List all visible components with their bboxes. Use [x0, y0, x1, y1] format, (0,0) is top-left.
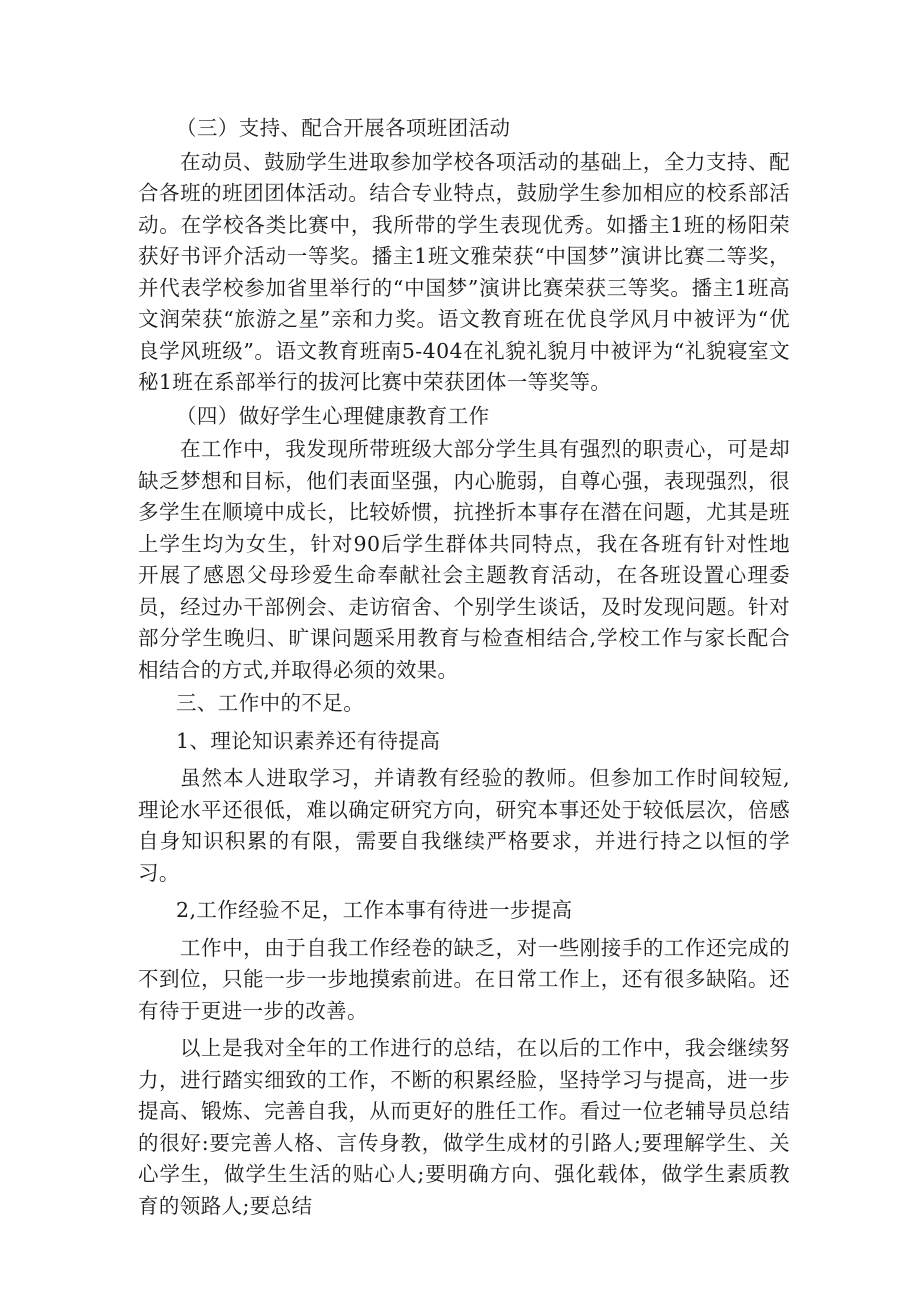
section-heading-shortcomings: 三、工作中的不足。 [176, 691, 365, 715]
paragraph-theory: 虽然本人进取学习，并请教有经验的教师。但参加工作时间较短,理论水平还很低，难以确定研究方向，研究本事还处于较低层次，倍感自身知识积累的有限，需要自我继续严格要求，并进行持之以恒的学习。 [138, 766, 790, 885]
document-body [138, 113, 790, 1222]
paragraph-summary: 以上是我对全年的工作进行的总结，在以后的工作中，我会继续努力，进行踏实细致的工作，不断的积累经脸，坚持学习与提高，进一步提高、锻炼、完善自我，从而更好的胜任工作。看过一位老辅导员总结的很好:要完善人格、言传身教，做学生成材的引路人;要理解学生、关心学生，做学生生活的贴心人;要明确方向、强化载体，做学生素质教育的领路人;要总结 [138, 1036, 790, 1218]
section-heading-support-activities: （三）支持、配合开展各项班团活动 [176, 116, 511, 140]
subheading-experience: 2,工作经验不足，工作本事有待进一步提高 [176, 898, 573, 922]
paragraph-activities: 在动员、鼓励学生进取参加学校各项活动的基础上，全力支持、配合各班的班团团体活动。结合专业特点，鼓励学生参加相应的校系部活动。在学校各类比赛中，我所带的学生表现优秀。如播主1班的杨阳荣获好书评介活动一等奖。播主1班文雅荣获“中国梦”演讲比赛二等奖，并代表学校参加省里举行的“中国梦”演讲比赛荣获三等奖。播主1班高文润荣获“旅游之星”亲和力奖。语文教育班在优良学风月中被评为“优良学风班级”。语文教育班南5-404在礼貌礼貌月中被评为“礼貌寝室文秘1班在系部举行的拔河比赛中荣获团体一等奖等。 [138, 149, 790, 394]
paragraph-experience: 工作中，由于自我工作经卷的缺乏，对一些刚接手的工作还完成的不到位，只能一步一步地摸索前进。在日常工作上，还有很多缺陷。还有待于更进一步的改善。 [138, 935, 790, 1023]
subheading-theory: 1、理论知识素养还有待提高 [176, 728, 441, 753]
section-heading-mental-health: （四）做好学生心理健康教育工作 [176, 403, 490, 428]
paragraph-mental-health: 在工作中，我发现所带班级大部分学生具有强烈的职责心，可是却缺乏梦想和目标，他们表面坚强，内心脆弱，自尊心强，表现强烈，很多学生在顺境中成长，比较娇惯，抗挫折本事存在潜在问题，尤其是班上学生均为女生，针对90后学生群体共同特点，我在各班有针对性地开展了感恩父母珍爱生命奉献社会主题教育活动，在各班设置心理委员，经过办干部例会、走访宿舍、个别学生谈话，及时发现问题。针对部分学生晚归、旷课问题采用教育与检查相结合,学校工作与家长配合相结合的方式,并取得必须的效果。 [138, 437, 790, 682]
